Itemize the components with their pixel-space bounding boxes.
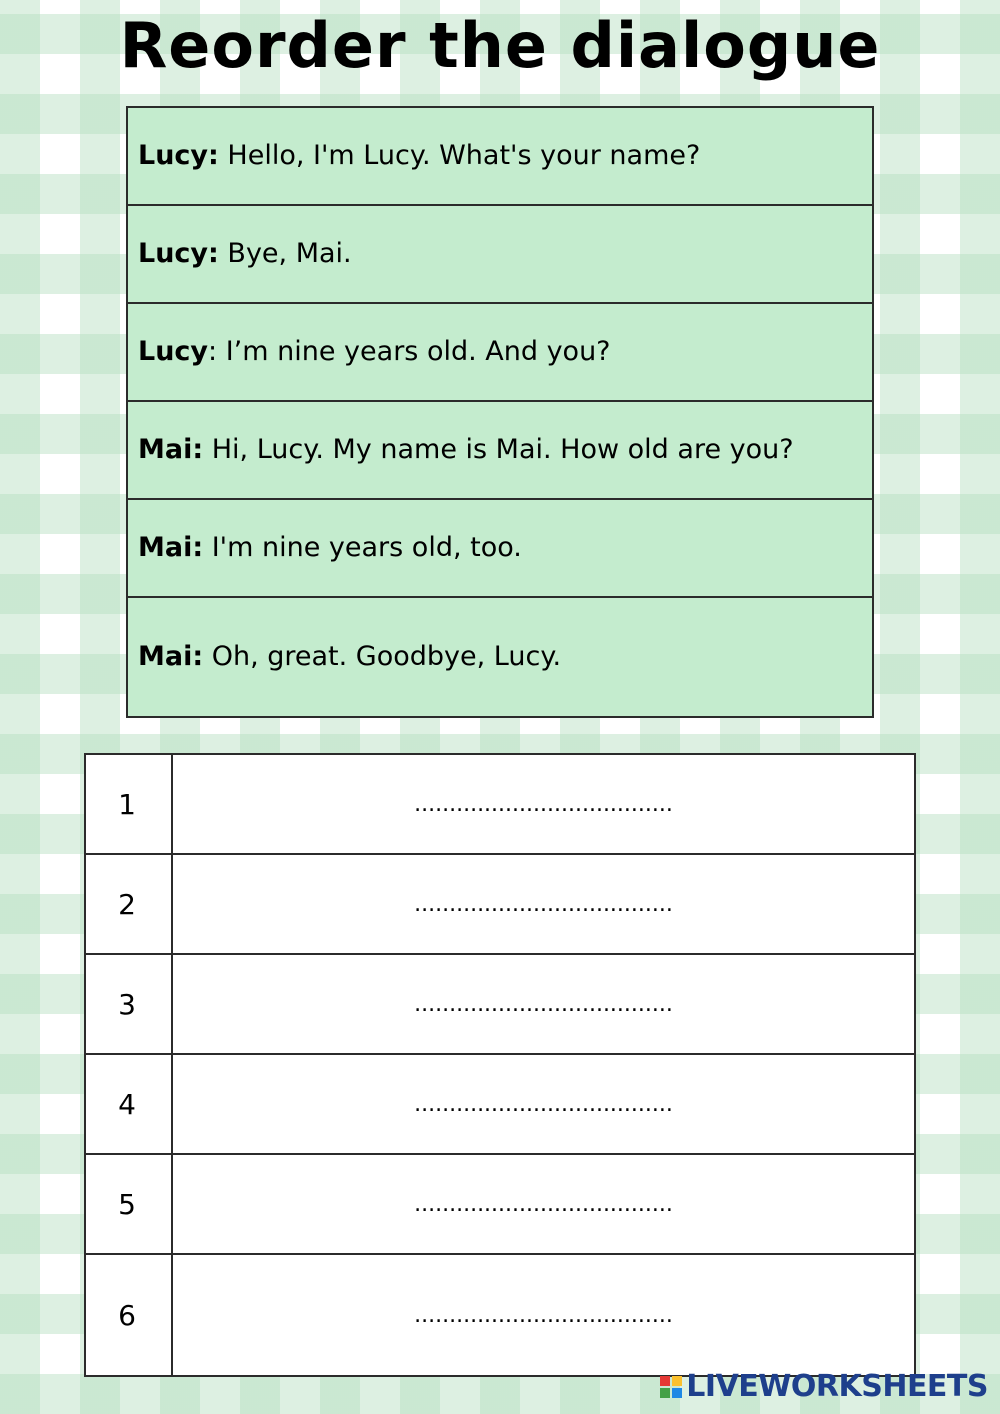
dialogue-text: Hello, I'm Lucy. What's your name? (218, 140, 701, 171)
speaker-label: Lucy: (138, 238, 219, 269)
dialogue-text: Hi, Lucy. My name is Mai. How old are you? (203, 434, 794, 465)
dialogue-line (127, 597, 873, 717)
dialogue-row[interactable] (127, 107, 873, 205)
logo-square (660, 1376, 670, 1386)
dialogue-line (127, 303, 873, 401)
dialogue-text: : I’m nine years old. And you? (208, 336, 611, 367)
answer-blank[interactable]: ..................................... (172, 954, 915, 1054)
logo-square (660, 1388, 670, 1398)
dialogue-row[interactable] (127, 597, 873, 717)
answer-row (85, 1054, 915, 1154)
dialogue-line (127, 205, 873, 303)
speaker-label: Lucy: (138, 140, 219, 171)
answer-blank[interactable]: ..................................... (172, 1054, 915, 1154)
answer-number: 4 (85, 1054, 172, 1154)
dialogue-text: Oh, great. Goodbye, Lucy. (203, 641, 562, 672)
speaker-label: Mai: (138, 641, 204, 672)
dialogue-row[interactable] (127, 401, 873, 499)
dialogue-line (127, 107, 873, 205)
answer-blank[interactable]: ..................................... (172, 1154, 915, 1254)
answer-number: 2 (85, 854, 172, 954)
liveworksheets-brand[interactable] (660, 1369, 988, 1404)
dialogue-text: Bye, Mai. (218, 238, 352, 269)
page-title: Reorder the dialogue (119, 9, 881, 82)
logo-square (672, 1376, 682, 1386)
answer-number: 1 (85, 754, 172, 854)
answer-row (85, 954, 915, 1054)
answer-number: 3 (85, 954, 172, 1054)
dialogue-row[interactable] (127, 205, 873, 303)
answer-blank[interactable]: ..................................... (172, 754, 915, 854)
answer-row (85, 754, 915, 854)
answer-row (85, 854, 915, 954)
answer-row (85, 1254, 915, 1376)
dialogue-line (127, 401, 873, 499)
answer-number: 5 (85, 1154, 172, 1254)
dialogue-line (127, 499, 873, 597)
answer-table (84, 753, 916, 1377)
brand-name: LIVEWORKSHEETS (686, 1369, 988, 1404)
logo-square (672, 1388, 682, 1398)
answer-number: 6 (85, 1254, 172, 1376)
speaker-label: Mai: (138, 434, 204, 465)
speaker-label: Mai: (138, 532, 204, 563)
speaker-label: Lucy (138, 336, 209, 367)
dialogue-text: I'm nine years old, too. (203, 532, 522, 563)
dialogue-row[interactable] (127, 303, 873, 401)
answer-row (85, 1154, 915, 1254)
answer-blank[interactable]: ..................................... (172, 1254, 915, 1376)
dialogue-row[interactable] (127, 499, 873, 597)
liveworksheets-logo-icon (660, 1376, 682, 1398)
dialogue-table (126, 106, 874, 718)
answer-blank[interactable]: ..................................... (172, 854, 915, 954)
